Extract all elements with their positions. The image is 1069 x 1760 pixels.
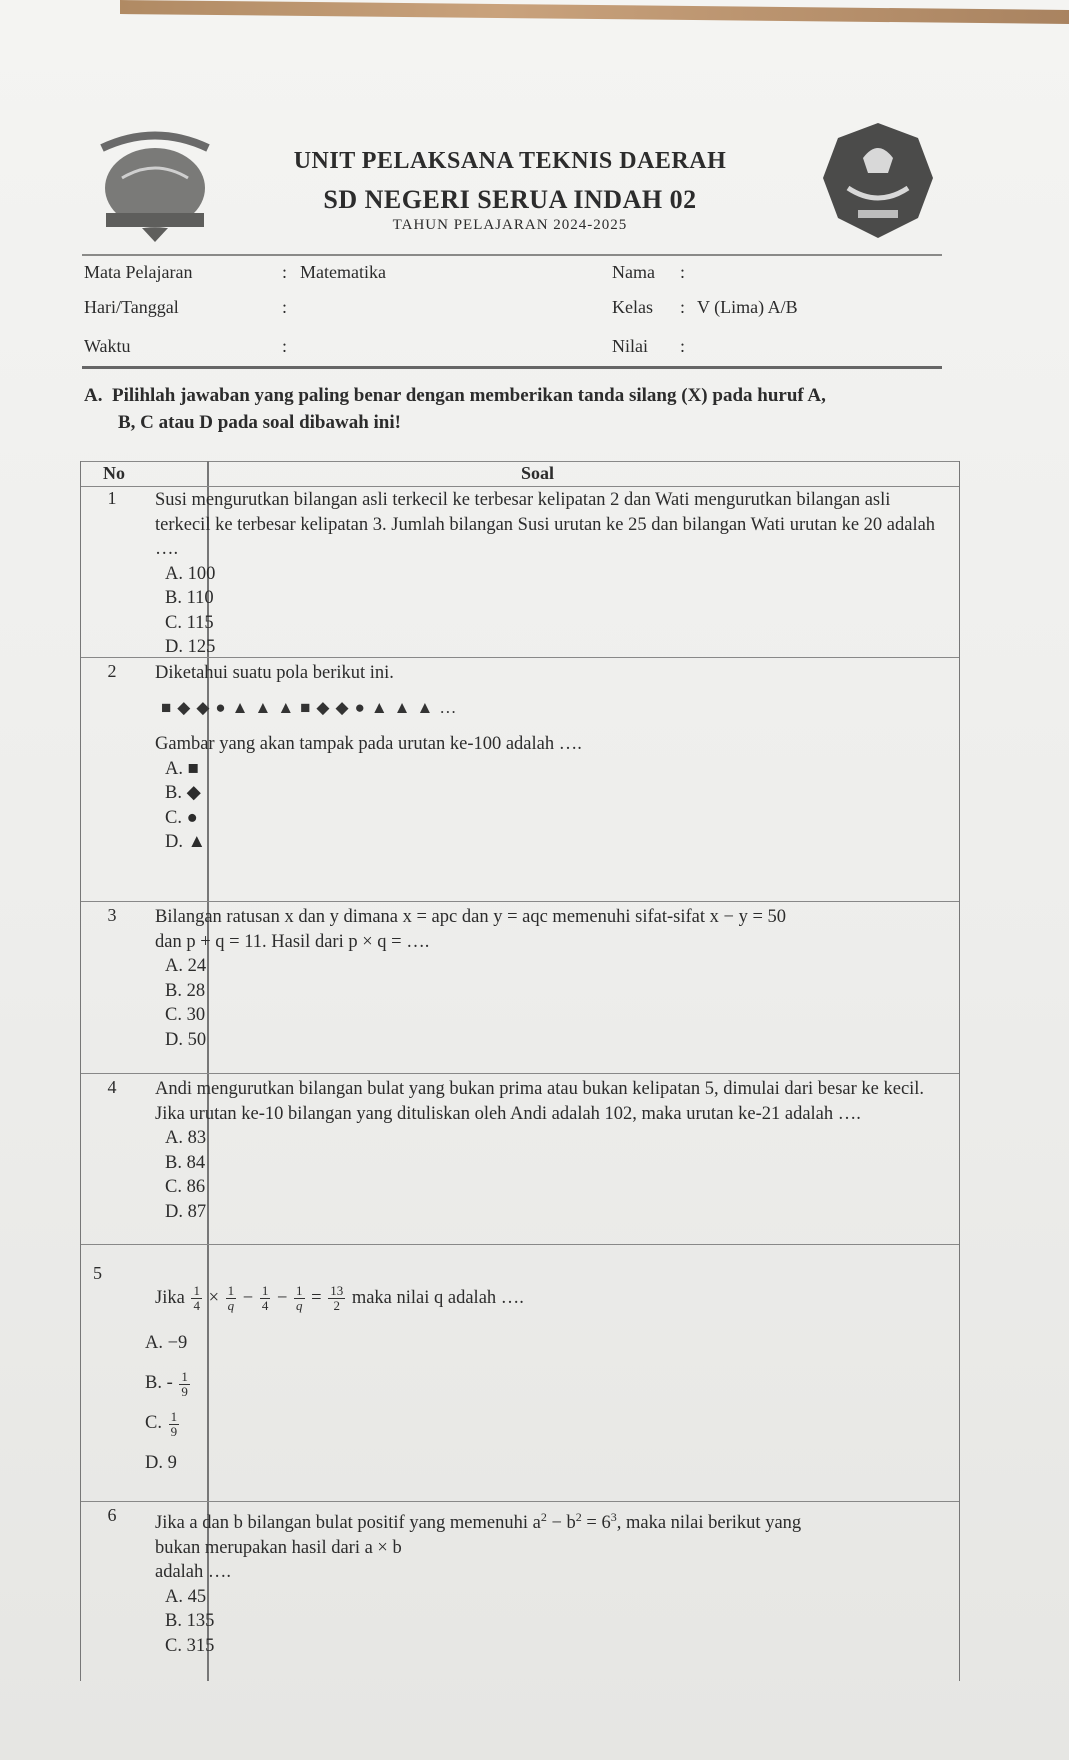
option-c[interactable]: C. 30 bbox=[165, 1005, 206, 1025]
school-year: TAHUN PELAJARAN 2024-2025 bbox=[392, 217, 628, 233]
instruction-line-2: B, C atau D pada soal dibawah ini! bbox=[118, 412, 401, 433]
fraction: $\frac{13}{2}$ bbox=[330, 1283, 344, 1314]
option-c[interactable]: C. 86 bbox=[165, 1177, 206, 1197]
colon: : bbox=[680, 262, 686, 282]
mapel-value: Matematika bbox=[300, 262, 386, 282]
question-5 bbox=[145, 1283, 945, 1483]
option-b[interactable]: B. 135 bbox=[165, 1611, 215, 1632]
equation-line bbox=[155, 1283, 945, 1313]
option-a[interactable]: A. 100 bbox=[165, 563, 216, 584]
mapel-label: Mata Pelajaran bbox=[84, 262, 193, 282]
row-divider bbox=[81, 1501, 959, 1502]
option-b[interactable]: B. ◆ bbox=[165, 783, 201, 803]
question-4 bbox=[155, 1077, 945, 1224]
colon: : bbox=[282, 297, 288, 317]
shape-pattern: ■◆◆●▲▲▲■◆◆●▲▲▲… bbox=[161, 697, 463, 717]
kelas-label: Kelas bbox=[612, 297, 653, 317]
option-b[interactable]: B. 110 bbox=[165, 588, 214, 608]
school-logo-icon bbox=[92, 118, 218, 244]
table-top-border bbox=[81, 461, 959, 462]
question-line-3: adalah …. bbox=[155, 1562, 232, 1583]
school-name: SD NEGERI SERUA INDAH 02 bbox=[323, 185, 697, 214]
fraction: $\frac{1}{4}$ bbox=[193, 1283, 200, 1314]
option-d[interactable]: D. 50 bbox=[165, 1029, 207, 1050]
question-number: 5 bbox=[93, 1263, 102, 1283]
tut-wuri-logo-icon bbox=[818, 118, 938, 243]
waktu-label: Waktu bbox=[84, 336, 131, 356]
kelas-value: V (Lima) A/B bbox=[697, 297, 798, 317]
option-b[interactable]: B. 84 bbox=[165, 1152, 206, 1173]
option-a[interactable]: A. 24 bbox=[165, 956, 207, 976]
hari-label: Hari/Tanggal bbox=[84, 297, 179, 317]
option-c[interactable]: C. ● bbox=[165, 807, 198, 828]
question-3 bbox=[155, 905, 945, 1052]
question-number: 3 bbox=[107, 905, 117, 925]
question-tail: maka nilai q adalah …. bbox=[351, 1288, 524, 1308]
question-2 bbox=[155, 661, 945, 855]
section-label: A. bbox=[84, 385, 103, 406]
option-b[interactable]: B. 28 bbox=[165, 980, 206, 1001]
option-b[interactable]: B. - $\frac{1}{9}$ bbox=[145, 1368, 188, 1399]
option-a[interactable]: A. −9 bbox=[145, 1333, 188, 1354]
fraction: $\frac{1}{q}$ bbox=[227, 1283, 235, 1314]
option-d[interactable]: D. 125 bbox=[165, 637, 216, 657]
instruction bbox=[84, 382, 954, 436]
jika-text: Jika bbox=[155, 1288, 185, 1308]
row-divider bbox=[81, 901, 959, 902]
instruction-line-1: Pilihlah jawaban yang paling benar dengan memberikan tanda silang (X) pada huruf A, bbox=[112, 385, 826, 406]
question-line-2: bukan merupakan hasil dari a × b bbox=[155, 1537, 402, 1558]
equals-sign: = bbox=[311, 1288, 322, 1308]
times-sign: × bbox=[208, 1288, 219, 1308]
question-text: Susi mengurutkan bilangan asli terkecil ke terbesar kelipatan 2 dan Wati mengurutkan bilangan asli terkecil ke terbesar kelipatan 3. Jumlah bilangan Susi urutan ke 25 dan bilangan Wati urutan ke 20 adalah …. bbox=[155, 490, 936, 559]
option-d[interactable]: D. ▲ bbox=[165, 832, 206, 852]
table-surface-edge bbox=[120, 0, 1069, 24]
colon: : bbox=[680, 297, 686, 317]
question-number: 6 bbox=[107, 1505, 117, 1525]
option-a[interactable]: A. 45 bbox=[165, 1586, 207, 1607]
row-divider bbox=[81, 1244, 959, 1245]
question-1 bbox=[155, 488, 945, 660]
option-d[interactable]: D. 9 bbox=[145, 1453, 177, 1474]
question-number: 4 bbox=[107, 1077, 117, 1097]
header-line-1: UNIT PELAKSANA TEKNIS DAERAH bbox=[293, 148, 727, 174]
question-table bbox=[80, 461, 960, 1681]
meta-divider bbox=[82, 366, 942, 369]
colon: : bbox=[282, 336, 288, 356]
nilai-label: Nilai bbox=[612, 336, 648, 356]
question-text: Diketahui suatu pola berikut ini. bbox=[155, 663, 394, 683]
option-a[interactable]: A. ■ bbox=[165, 758, 199, 779]
question-6 bbox=[155, 1505, 945, 1658]
column-header-soal: Soal bbox=[521, 463, 555, 483]
nama-label: Nama bbox=[612, 262, 655, 282]
colon: : bbox=[282, 262, 288, 282]
minus-sign: − bbox=[276, 1288, 288, 1308]
row-divider bbox=[81, 1073, 959, 1074]
column-header-no: No bbox=[103, 463, 125, 483]
option-c[interactable]: C. 115 bbox=[165, 612, 214, 633]
question-text: Andi mengurutkan bilangan bulat yang bukan prima atau bukan kelipatan 5, dimulai dari besar ke kecil. Jika urutan ke-10 bilangan yang dituliskan oleh Andi adalah 102, maka urutan ke-21 adalah …. bbox=[155, 1079, 925, 1124]
fraction: $\frac{1}{4}$ bbox=[261, 1283, 269, 1314]
header-divider bbox=[81, 486, 959, 487]
question-number: 1 bbox=[107, 488, 117, 508]
colon: : bbox=[680, 336, 686, 356]
option-a[interactable]: A. 83 bbox=[165, 1128, 207, 1148]
minus-sign: − bbox=[242, 1288, 254, 1308]
question-line-2: dan p + q = 11. Hasil dari p × q = …. bbox=[155, 931, 430, 952]
question-prompt: Gambar yang akan tampak pada urutan ke-100 adalah …. bbox=[155, 734, 582, 754]
question-number: 2 bbox=[107, 661, 117, 681]
fraction: $\frac{1}{q}$ bbox=[296, 1283, 303, 1314]
question-line-1: Bilangan ratusan x dan y dimana x = apc dan y = aqc memenuhi sifat-sifat x − y = 50 bbox=[155, 907, 786, 927]
option-c[interactable]: C. $\frac{1}{9}$ bbox=[145, 1408, 178, 1439]
question-line-1: Jika a dan b bilangan bulat positif yang memenuhi $a^2 - b^2 = 6^3$, maka nilai berikut yang bbox=[155, 1510, 802, 1534]
header-divider bbox=[82, 254, 942, 256]
row-divider bbox=[81, 657, 959, 658]
option-d[interactable]: D. 87 bbox=[165, 1201, 207, 1222]
option-c[interactable]: C. 315 bbox=[165, 1635, 215, 1656]
